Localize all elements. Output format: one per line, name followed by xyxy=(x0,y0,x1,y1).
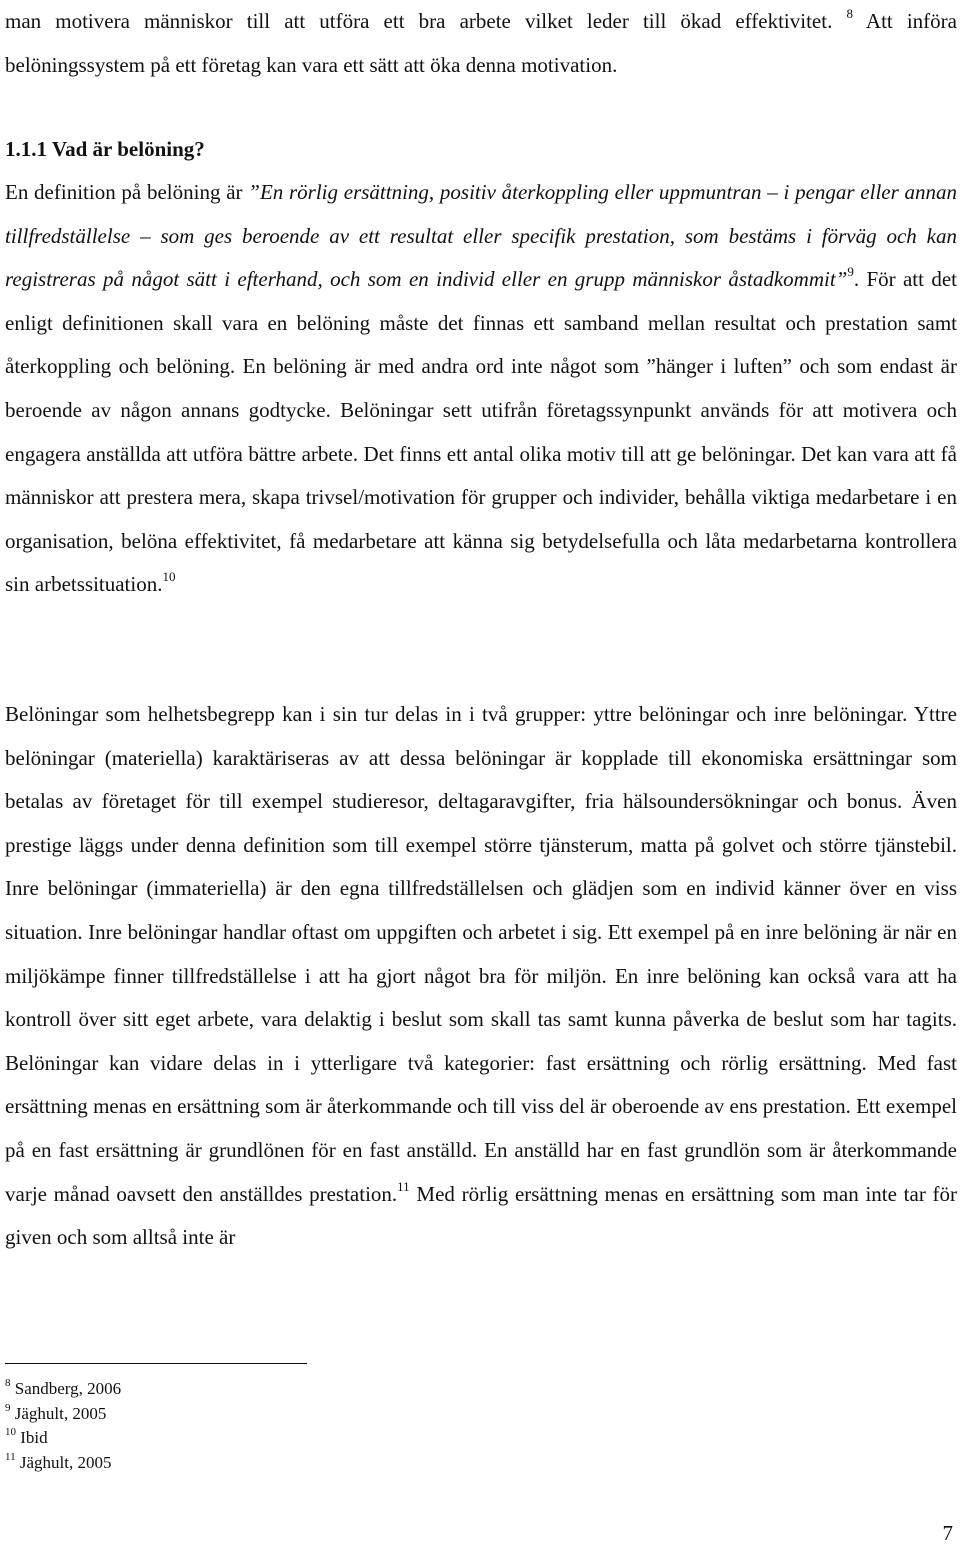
footnote-text: Sandberg, 2006 xyxy=(14,1379,122,1398)
reward-types-text-2: Med rörlig ersättning menas en ersättning som man inte tar för given och som alltså inte är xyxy=(5,1181,958,1250)
reward-types-text-1: Belöningar som helhetsbegrepp kan i sin tur delas in i två grupper: yttre belöningar och inre belöningar. Yttre belöningar (materiella) karaktäriseras av att dessa belöningar är kopplade till ekonomiska ersättningar som betalas av företaget för till exempel studieresor, deltagaravgifter, fria hälsoundersökningar och bonus. Även prestige läggs under denna definition som till exempel större tjänsterum, matta på golvet och större tjänstebil. Inre belöningar (immateriella) är den egna tillfredställelsen och glädjen som en individ känner över en viss situation. Inre belöningar handlar oftast om uppgiften och arbetet i sig. Ett exempel på en inre belöning är när en miljökämpe finner tillfredställelse i att ha gjort något bra för miljön. En inre belöning kan också vara att ha kontroll över sitt eget arbete, vara delaktig i beslut som skall tas samt kunna påverka de beslut som har tagits. Belöningar kan vidare delas in i ytterligare två kategorier: fast ersättning och rörlig ersättning. Med fast ersättning menas en ersättning som är återkommande och till viss del är oberoende av ens prestation. Ett exempel på en fast ersättning är grundlönen för en fast anställd. En anställd har en fast grundlön som är återkommande varje månad oavsett den anställdes prestation. xyxy=(5,702,957,1206)
footnote-ref-9[interactable]: 9 xyxy=(847,264,854,280)
footnote-number: 8 xyxy=(5,1377,11,1390)
footnote-ref-10[interactable]: 10 xyxy=(162,569,176,585)
footnote-divider xyxy=(5,1363,307,1364)
page-number: 7 xyxy=(942,1521,953,1545)
footnote-text: Ibid xyxy=(20,1428,48,1447)
footnote-item xyxy=(5,1377,121,1402)
footnote-ref-11[interactable]: 11 xyxy=(397,1178,410,1194)
section-heading: 1.1.1 Vad är belöning? xyxy=(5,137,205,161)
footnote-text: Jäghult, 2005 xyxy=(19,1452,112,1472)
intro-text-2: Att införa belöningssystem på ett företag kan vara ett sätt att öka denna motivation. xyxy=(5,9,957,77)
reward-types-paragraph xyxy=(5,693,957,1260)
intro-paragraph xyxy=(5,0,957,87)
footnote-item xyxy=(5,1451,121,1476)
footnote-ref-8[interactable]: 8 xyxy=(846,6,853,21)
footnote-text: Jäghult, 2005 xyxy=(14,1403,107,1423)
footnote-number: 11 xyxy=(5,1450,16,1463)
footnotes-list xyxy=(5,1377,121,1475)
intro-text-1: man motivera människor till att utföra ett bra arbete vilket leder till ökad effektivitet. xyxy=(5,9,833,33)
footnote-item xyxy=(5,1426,121,1451)
definition-body: . För att det enligt definitionen skall vara en belöning måste det finnas ett samband mellan resultat och prestation samt återkoppling och belöning. En belöning är med andra ord inte något som ”hänger i luften” och som endast är beroende av någon annans godtycke. Belöningar sett utifrån företagssynpunkt används för att motivera och engagera anställda att utföra bättre arbete. Det finns ett antal olika motiv till att ge belöningar. Det kan vara att få människor att prestera mera, skapa trivsel/motivation för grupper och individer, behålla viktiga medarbetare i en organisation, belöna effektivitet, få medarbetare att känna sig betydelsefulla och låta medarbetarna kontrollera sin arbetssituation. xyxy=(5,267,957,597)
definition-lead: En definition på belöning är xyxy=(5,180,243,204)
footnote-number: 10 xyxy=(5,1426,16,1439)
definition-paragraph xyxy=(5,171,957,607)
footnote-number: 9 xyxy=(5,1401,11,1414)
footnote-item xyxy=(5,1402,121,1427)
definition-quote: ”En rörlig ersättning, positiv återkoppling eller uppmuntran – i pengar eller annan tillfredställelse – som ges beroende av ett resultat eller specifik prestation, som bestäms i förväg och kan registreras på något sätt i efterhand, och som en individ eller en grupp människor åstadkommit” xyxy=(5,180,957,292)
